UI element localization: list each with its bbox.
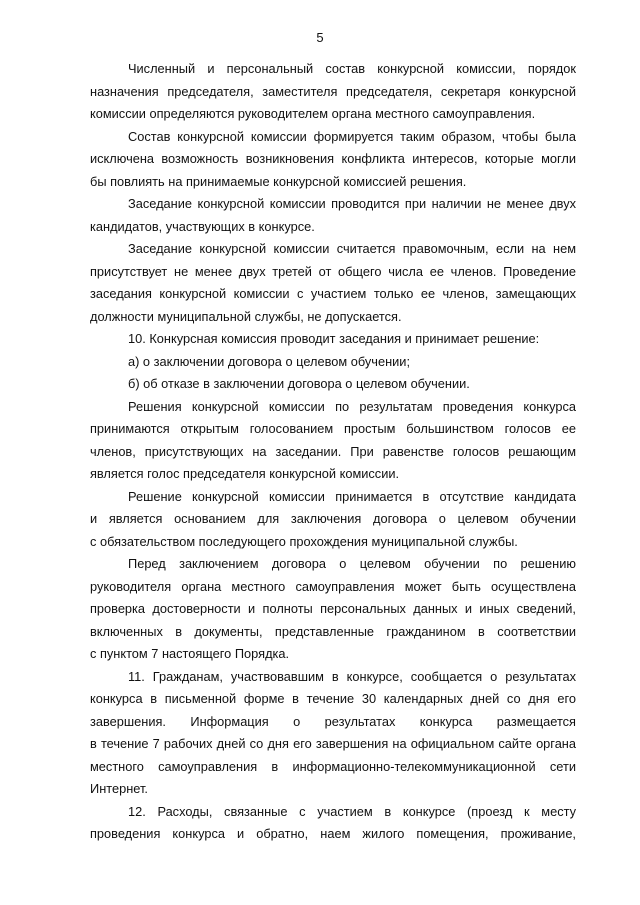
- text-line: Интернет.: [90, 781, 148, 796]
- paragraph: [90, 373, 576, 396]
- text-line: Решение конкурсной комиссии принимается в отсутствие кандидата: [128, 488, 576, 504]
- text-line: в течение 7 рабочих дней со дня его завершения на официальном сайте органа: [90, 736, 576, 751]
- page-number: 5: [316, 30, 324, 45]
- text-line: 11. Гражданам, участвовавшим в конкурсе, сообщается о результатах: [128, 668, 576, 684]
- paragraph: [90, 328, 576, 351]
- paragraph: [90, 801, 576, 846]
- text-line: Заседание конкурсной комиссии считается правомочным, если на нем: [128, 241, 576, 256]
- paragraph: [90, 666, 576, 801]
- paragraph: [90, 238, 576, 328]
- text-line: комиссии определяются руководителем органа местного самоуправления.: [90, 106, 536, 121]
- paragraph: [90, 396, 576, 486]
- text-line: с пунктом 7 настоящего Порядка.: [90, 646, 290, 661]
- text-line: 10. Конкурсная комиссия проводит заседания и принимает решение:: [128, 331, 540, 346]
- text-line: руководителя органа местного самоуправления может быть осуществлена: [90, 578, 576, 594]
- text-line: конкурса в письменной форме в течение 30 календарных дней со дня его: [90, 691, 576, 706]
- text-line: с обязательством последующего прохождения муниципальной службы.: [90, 533, 518, 549]
- text-line: проведения конкурса и обратно, наем жилого помещения, проживание,: [90, 826, 576, 841]
- text-line: Состав конкурсной комиссии формируется таким образом, чтобы была: [128, 128, 576, 144]
- document-body: [90, 58, 576, 846]
- text-line: 12. Расходы, связанные с участием в конкурсе (проезд к месту: [128, 803, 576, 819]
- paragraph: [90, 351, 576, 374]
- text-line: Численный и персональный состав конкурсной комиссии, порядок: [128, 61, 576, 76]
- paragraph: [90, 193, 576, 238]
- text-line: должности муниципальной службы, не допускается.: [90, 308, 402, 324]
- text-line: включенных в документы, представленные гражданином в соответствии: [90, 623, 576, 639]
- text-line: принимаются открытым голосованием простым большинством голосов ее: [90, 421, 576, 436]
- text-line: и является основанием для заключения договора о целевом обучении: [90, 511, 576, 526]
- text-line: б) об отказе в заключении договора о целевом обучении.: [128, 376, 470, 391]
- text-line: присутствует не менее двух третей от общего числа ее членов. Проведение: [90, 263, 576, 279]
- text-line: исключена возможность возникновения конфликта интересов, которые могли: [90, 151, 576, 166]
- paragraph: [90, 553, 576, 666]
- text-line: заседания конкурсной комиссии с участием только ее членов, замещающих: [90, 286, 576, 301]
- text-line: а) о заключении договора о целевом обучении;: [128, 353, 410, 369]
- text-line: кандидатов, участвующих в конкурсе.: [90, 218, 315, 234]
- text-line: местного самоуправления в информационно-телекоммуникационной сети: [90, 758, 576, 774]
- text-line: назначения председателя, заместителя председателя, секретаря конкурсной: [90, 83, 576, 99]
- paragraph: [90, 58, 576, 126]
- text-line: является голос председателя конкурсной комиссии.: [90, 466, 400, 481]
- text-line: Перед заключением договора о целевом обучении по решению: [128, 556, 576, 571]
- text-line: проверка достоверности и полноты персональных данных и иных сведений,: [90, 601, 576, 616]
- text-line: Решения конкурсной комиссии по результатам проведения конкурса: [128, 398, 576, 414]
- text-line: членов, присутствующих на заседании. При равенстве голосов решающим: [90, 443, 576, 459]
- text-line: завершения. Информация о результатах конкурса размещается: [90, 713, 576, 729]
- paragraph: [90, 126, 576, 194]
- text-line: Заседание конкурсной комиссии проводится при наличии не менее двух: [128, 196, 576, 211]
- text-line: бы повлиять на принимаемые конкурсной комиссией решения.: [90, 173, 467, 189]
- paragraph: [90, 486, 576, 554]
